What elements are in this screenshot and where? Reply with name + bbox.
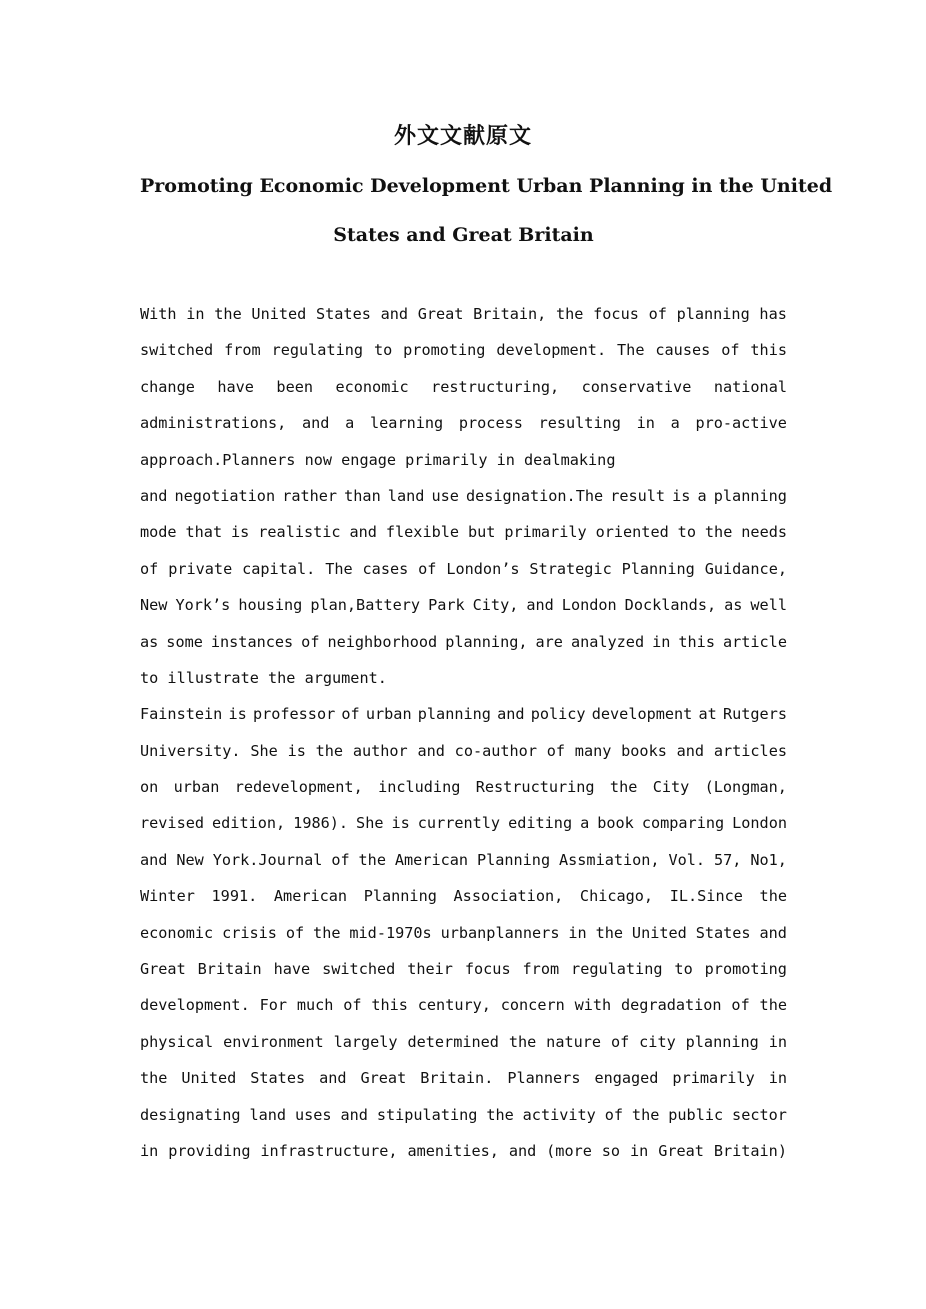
body-line: New York’s housing plan,Battery Park City, and London Docklands, as well [140,596,787,615]
title-line: States and Great Britain [333,224,594,246]
section-heading: 外文文献原文 [393,124,532,149]
body-line: of private capital. The cases of London’s Strategic Planning Guidance, [140,559,787,578]
body-line: and negotiation rather than land use designation.The result is a planning [140,486,787,505]
body-line: physical environment largely determined the nature of city planning in [140,1032,787,1051]
body-line: the United States and Great Britain. Planners engaged primarily in [140,1069,787,1088]
body-text [140,296,787,1169]
body-line: development. For much of this century, concern with degradation of the [140,996,787,1015]
body-line: on urban redevelopment, including Restructuring the City (Longman, [140,778,787,797]
body-line: With in the United States and Great Britain, the focus of planning has [140,305,787,323]
body-line: Great Britain have switched their focus from regulating to promoting [140,960,787,979]
body-line: mode that is realistic and flexible but primarily oriented to the needs [140,523,787,542]
body-line: change have been economic restructuring, conservative national [140,377,787,396]
body-line: as some instances of neighborhood planning, are analyzed in this article [140,632,787,651]
body-line: University. She is the author and co-author of many books and articles [140,741,787,760]
body-line: and New York.Journal of the American Planning Assmiation, Vol. 57, No1, [140,850,787,869]
body-line: approach.Planners now engage primarily in dealmaking [140,450,616,469]
body-line: designating land uses and stipulating the activity of the public sector [140,1105,787,1124]
body-line: administrations, and a learning process resulting in a pro-active [140,414,787,433]
title-line: Promoting Economic Development Urban Planning in the United [140,175,833,197]
document-title [140,162,833,260]
body-line: Fainstein is professor of urban planning and policy development at Rutgers [140,705,787,724]
body-line: in providing infrastructure, amenities, and (more so in Great Britain) [140,1141,787,1160]
body-line: economic crisis of the mid-1970s urbanplanners in the United States and [140,923,787,942]
body-line: revised edition, 1986). She is currently editing a book comparing London [140,814,787,833]
body-line: switched from regulating to promoting development. The causes of this [140,341,787,360]
body-line: to illustrate the argument. [140,668,387,687]
body-line: Winter 1991. American Planning Association, Chicago, IL.Since the [140,887,787,906]
